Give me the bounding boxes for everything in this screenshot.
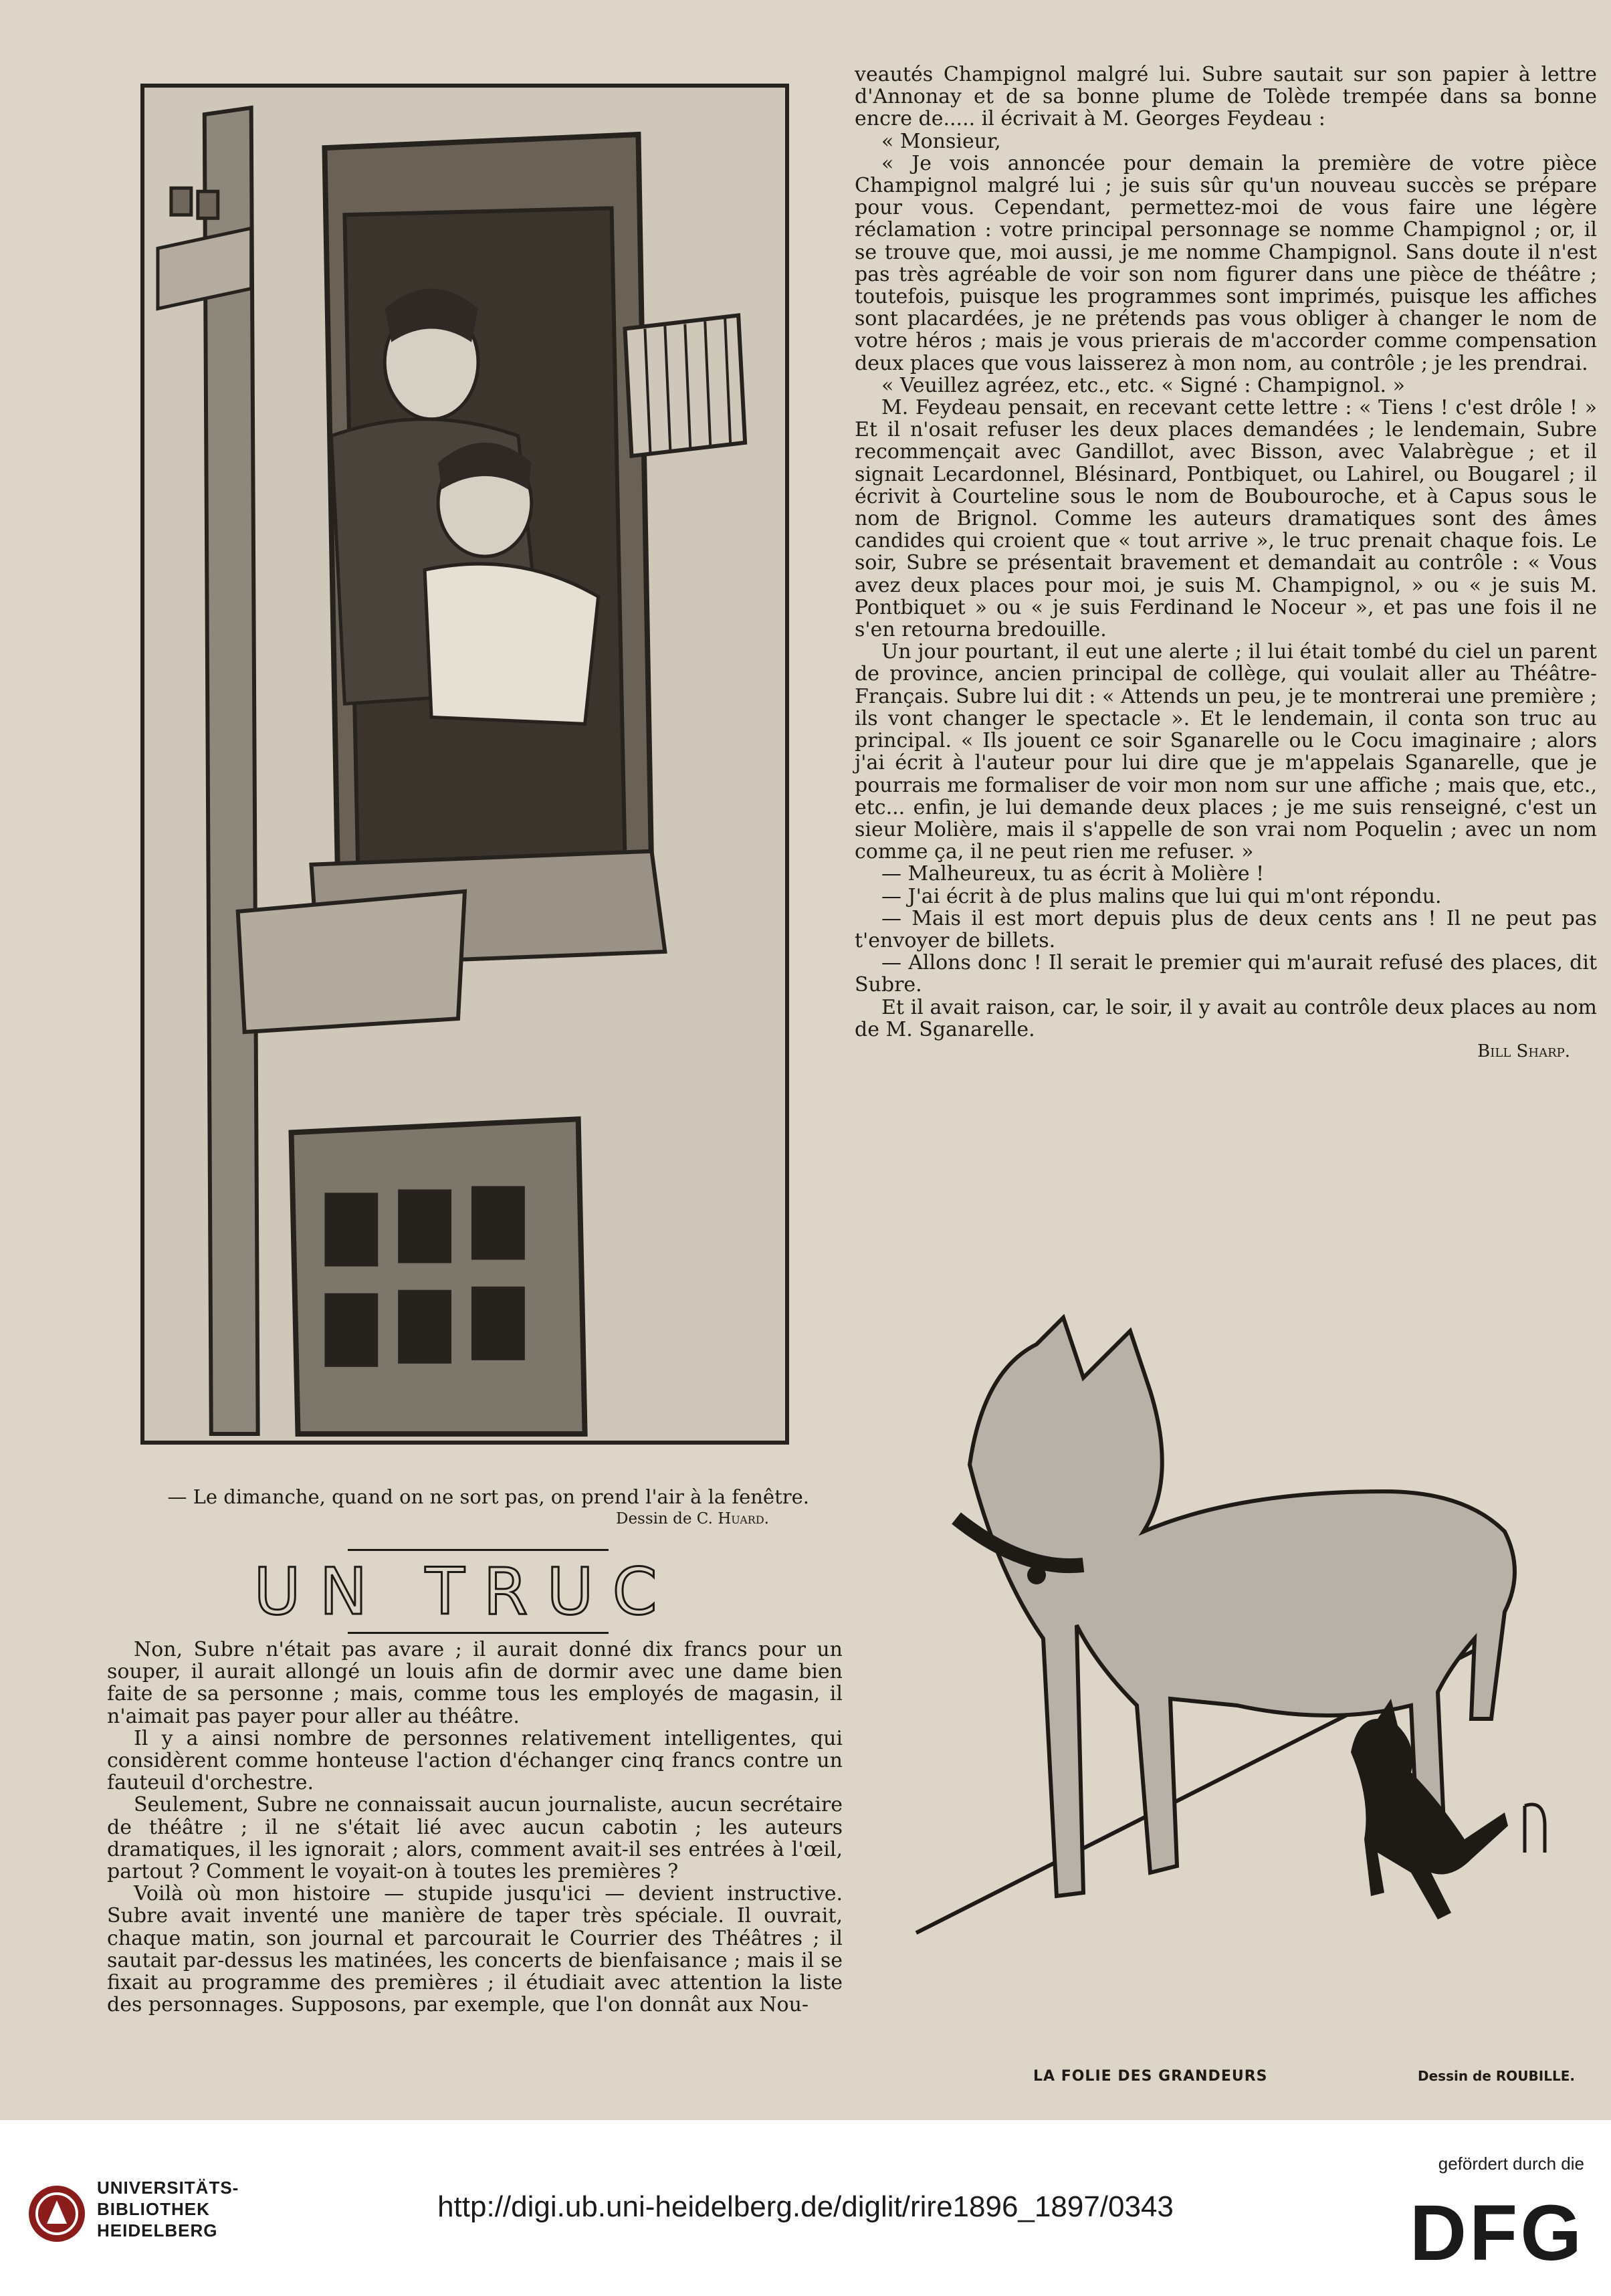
university-name-line2: BIBLIOTHEK [97,2199,210,2219]
paragraph: Voilà où mon histoire — stupide jusqu'ici — devient instructive. Subre avait inventé une manière de taper très spéciale. Il ouvrait, chaque matin, son journal et parcourait le Courrier des Théâtres ; il sautait par-dessus les matinées, les concerts de bienfaisance ; mais il se fixait au programme des premières ; il étudiait avec attention la liste des personnages. Supposons, par exemple, que l'on donnât aux Nou- [107,1882,843,2017]
dialogue-line: — Allons donc ! Il serait le premier qui m'aurait refusé des places, dit Subre. [855,951,1597,997]
dogs-credit: Dessin de ROUBILLE. [1418,2068,1575,2084]
digitization-footer [0,2120,1611,2296]
paragraph: Seulement, Subre ne connaissait aucun journaliste, aucun secrétaire de théâtre ; il ne s'était lié avec aucun cabotin ; les auteurs dramatiques, il les ignorait ; alors, comment avait-il ses entrées à l'œil, partout ? Comment le voyait-on à toutes les premières ? [107,1793,843,1884]
dialogue-line: — Malheureux, tu as écrit à Molière ! [881,862,1265,886]
author-signature: Bill Sharp. [1477,1041,1570,1061]
illustration-caption: — Le dimanche, quand on ne sort pas, on prend l'air à la fenêtre. [167,1485,809,1508]
illustration-credit [154,1510,769,1528]
window-scene-drawing [144,88,785,1441]
dogs-caption: LA FOLIE DES GRANDEURS [1033,2068,1268,2085]
article-column-left [107,1639,843,2016]
dialogue-line: — J'ai écrit à de plus malins que lui qui m'ont répondu. [881,884,1442,908]
permalink-url[interactable]: http://digi.ub.uni-heidelberg.de/diglit/rire1896_1897/0343 [437,2190,1174,2223]
window-scene-illustration [140,84,789,1445]
dialogue-line: — Mais il est mort depuis plus de deux cents ans ! Il ne peut pas t'envoyer de billets. [855,906,1597,952]
dogs-drawing [863,1291,1605,2026]
paragraph: Et il avait raison, car, le soir, il y avait au contrôle deux places au nom de M. Sganarelle. [855,995,1597,1041]
paragraph: M. Feydeau pensait, en recevant cette lettre : « Tiens ! c'est drôle ! » Et il n'osait refuser les deux places demandées ; le lendemain, Subre recommençait avec Gandillot, avec Bisson, avec Valabrègue ; et il signait Lecardonnel, Blésinard, Pontbiquet, ou Lahirel, ou Bougarel ; il écrivit à Courteline sous le nom de Boubouroche, et à Capus sous le nom de Brignol. Comme les auteurs dramatiques sont des âmes candides qui croient que « tout arrive », le truc prenait chaque fois. Le soir, Subre se présentait bravement et demandait au contrôle : « Vous avez deux places pour moi, je suis M. Champignol, » ou « je suis M. Pontbiquet » ou « je suis Ferdinand le Noceur », et pas une fois il ne s'en retourna bredouille. [855,396,1597,642]
paragraph: Il y a ainsi nombre de personnes relativement intelligentes, qui considèrent comme honteuse l'action d'échanger cinq francs contre un fauteuil d'orchestre. [107,1726,843,1795]
credit-artist: C. Huard. [696,1510,769,1528]
title-rule-bottom [348,1632,609,1634]
letter-body: « Je vois annoncée pour demain la première de votre pièce Champignol malgré lui ; je suis sûr qu'un nouveau succès se prépare pour vous. Cependant, permettez-moi de vous faire une légère réclamation : votre principal personnage se nomme Champignol ; or, il se trouve que, moi aussi, je me nomme Champignol. Sans doute il n'est pas très agréable de voir son nom figurer dans une pièce de théâtre ; toutefois, puisque les programmes sont imprimés, puisque les affiches sont placardées, je ne prétends pas vous obliger à changer le nom de votre héros ; mais je vous prierais de m'accorder comme compensation deux places que vous laisserez à mon nom, au contrôle ; je les prendrai. [855,151,1597,375]
dfg-logo: DFG [1409,2189,1584,2277]
university-name-line1: UNIVERSITÄTS- [97,2178,239,2198]
letter-closing: « Veuillez agréez, etc., etc. « Signé : Champignol. » [881,373,1405,397]
article-title: UN TRUC [253,1554,676,1629]
funding-note: gefördert durch die [1438,2154,1584,2174]
paragraph: veautés Champignol malgré lui. Subre sautait sur son papier à lettre d'Annonay et de sa bonne plume de Tolède trempée dans sa bonne encre de..... il écrivait à M. Georges Feydeau : [855,63,1597,131]
university-name-line3: HEIDELBERG [97,2220,218,2240]
article-column-right [855,64,1597,1063]
paragraph: Non, Subre n'était pas avare ; il aurait donné dix francs pour un souper, il aurait allongé un louis afin de dormir avec une dame bien faite de sa personne ; mais, comme tous les employés de magasin, il n'aimait pas payer pour aller au théâtre. [107,1638,843,1728]
credit-prefix: Dessin de [616,1510,697,1528]
letter-salutation: « Monsieur, [881,129,1001,153]
dogs-illustration [863,1291,1605,2026]
paragraph: Un jour pourtant, il eut une alerte ; il lui était tombé du ciel un parent de province, ancien principal de collège, qui voulait aller au Théâtre-Français. Subre lui dit : « Attends un peu, je te montrerai une première ; ils vont changer le spectacle ». Et le lendemain, il conta son truc au principal. « Ils jouent ce soir Sganarelle ou le Cocu imaginaire ; alors j'ai écrit à l'auteur pour lui dire que je m'appelais Sganarelle, que je pourrais me formaliser de voir mon nom sur une affiche ; mais que, etc., etc... enfin, je lui demande deux places ; je me suis renseigné, c'est un sieur Molière, mais il s'appelle de son vrai nom Poquelin ; avec un nom comme ça, il ne peut rien me refuser. » [855,640,1597,864]
